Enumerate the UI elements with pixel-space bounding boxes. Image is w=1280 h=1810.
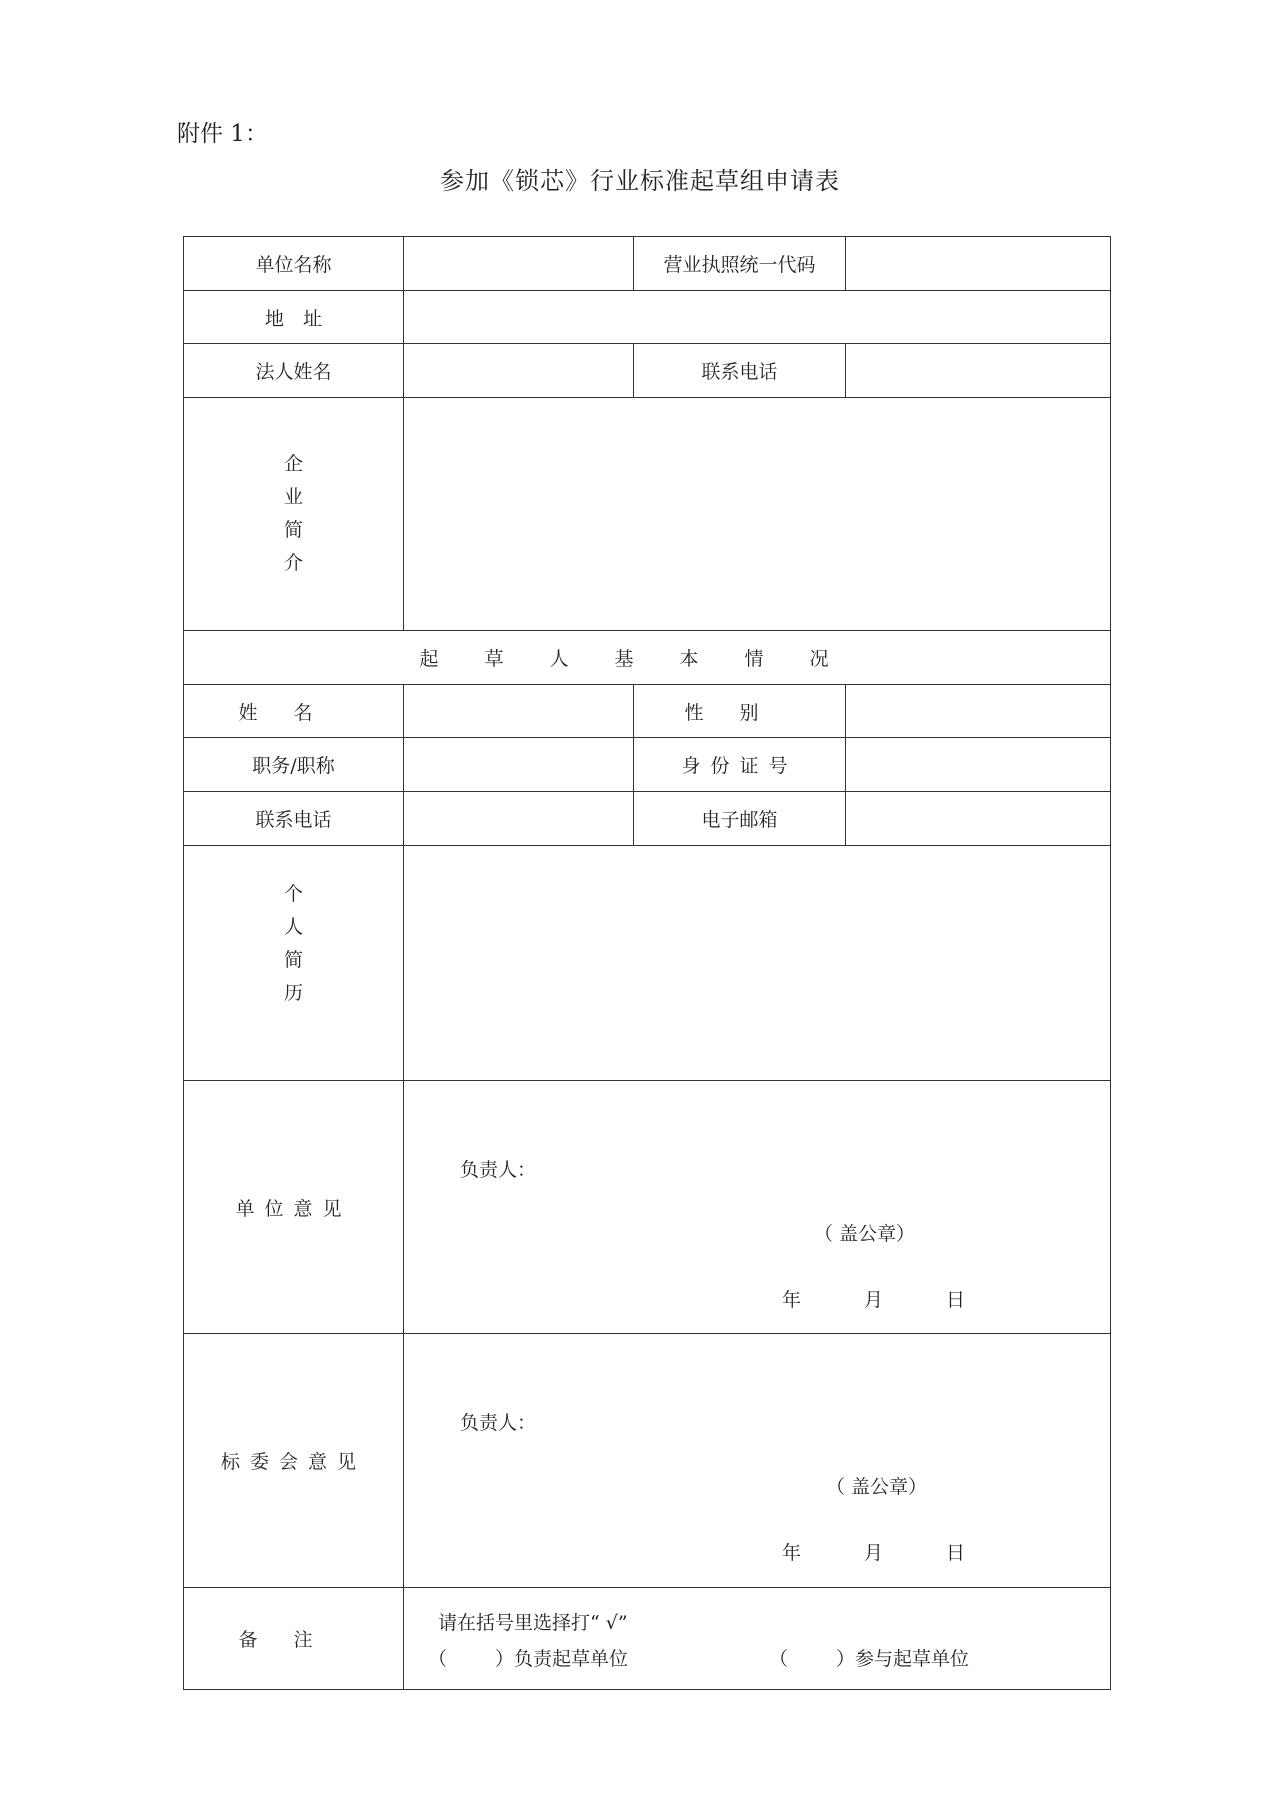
attachment-label: 附件 1： — [177, 121, 268, 147]
year-label: 年 — [782, 1289, 802, 1311]
label-license-code: 营业执照统一代码 — [634, 237, 846, 291]
row-committee-opinion — [184, 1334, 1111, 1588]
label-char: 历 — [283, 982, 303, 1004]
address-field[interactable] — [404, 291, 1111, 344]
date-line — [782, 1285, 1028, 1312]
option-lead-drafter[interactable] — [428, 1644, 628, 1671]
row-address — [184, 291, 1111, 344]
company-intro-field[interactable] — [404, 398, 1111, 631]
responsible-person-label: 负责人： — [460, 1412, 537, 1434]
year-label: 年 — [782, 1542, 802, 1564]
label-company-intro — [184, 398, 404, 631]
label-legal-person: 法人姓名 — [184, 344, 404, 398]
remarks-field — [404, 1588, 1111, 1690]
label-char: 介 — [283, 552, 303, 574]
remarks-instruction: 请在括号里选择打“ √” — [438, 1612, 628, 1634]
option-participating-drafter-label: ）参与起草单位 — [836, 1648, 970, 1670]
row-name — [184, 685, 1111, 738]
label-unit-opinion: 单位意见 — [184, 1081, 404, 1334]
label-gender: 性别 — [634, 685, 846, 738]
page-title: 参加《锁芯》行业标准起草组申请表 — [440, 167, 840, 195]
row-unit-opinion — [184, 1081, 1111, 1334]
resume-field[interactable] — [404, 846, 1111, 1081]
month-label: 月 — [864, 1289, 884, 1311]
label-char: 简 — [283, 949, 303, 971]
option-lead-drafter-label: ）负责起草单位 — [495, 1648, 629, 1670]
section-heading-drafter: 起草人基本情况 — [184, 631, 1111, 685]
option-participating-drafter[interactable] — [769, 1644, 969, 1671]
label-char: 简 — [283, 519, 303, 541]
row-drafter-section — [184, 631, 1111, 685]
label-drafter-phone: 联系电话 — [184, 792, 404, 846]
unit-opinion-field[interactable] — [404, 1081, 1111, 1334]
row-position — [184, 738, 1111, 792]
email-field[interactable] — [846, 792, 1111, 846]
responsible-person-label: 负责人： — [460, 1159, 537, 1181]
label-char: 业 — [283, 486, 303, 508]
label-email: 电子邮箱 — [634, 792, 846, 846]
seal-note: （ 盖公章） — [814, 1223, 916, 1245]
label-phone: 联系电话 — [634, 344, 846, 398]
committee-opinion-field[interactable] — [404, 1334, 1111, 1588]
label-char: 企 — [283, 453, 303, 475]
label-id-number: 身份证号 — [634, 738, 846, 792]
row-company-intro — [184, 398, 1111, 631]
row-legal-person — [184, 344, 1111, 398]
row-unit-name — [184, 237, 1111, 291]
row-remarks — [184, 1588, 1111, 1690]
day-label: 日 — [946, 1542, 966, 1564]
label-address: 地 址 — [184, 291, 404, 344]
label-position: 职务/职称 — [184, 738, 404, 792]
label-committee-opinion: 标委会意见 — [184, 1334, 404, 1588]
label-char: 人 — [283, 916, 303, 938]
label-name: 姓名 — [184, 685, 404, 738]
bracket-open: （ — [769, 1648, 789, 1670]
month-label: 月 — [864, 1542, 884, 1564]
day-label: 日 — [946, 1289, 966, 1311]
license-code-field[interactable] — [846, 237, 1111, 291]
label-char: 个 — [283, 883, 303, 905]
application-form-table — [183, 236, 1111, 1690]
name-field[interactable] — [404, 685, 634, 738]
unit-name-field[interactable] — [404, 237, 634, 291]
label-remarks: 备注 — [184, 1588, 404, 1690]
legal-person-field[interactable] — [404, 344, 634, 398]
phone-field[interactable] — [846, 344, 1111, 398]
date-line — [782, 1538, 1028, 1565]
id-number-field[interactable] — [846, 738, 1111, 792]
seal-note: （ 盖公章） — [826, 1476, 928, 1498]
drafter-phone-field[interactable] — [404, 792, 634, 846]
bracket-open: （ — [428, 1648, 448, 1670]
gender-field[interactable] — [846, 685, 1111, 738]
label-unit-name: 单位名称 — [184, 237, 404, 291]
position-field[interactable] — [404, 738, 634, 792]
label-resume — [184, 846, 404, 1081]
row-resume — [184, 846, 1111, 1081]
row-drafter-phone — [184, 792, 1111, 846]
